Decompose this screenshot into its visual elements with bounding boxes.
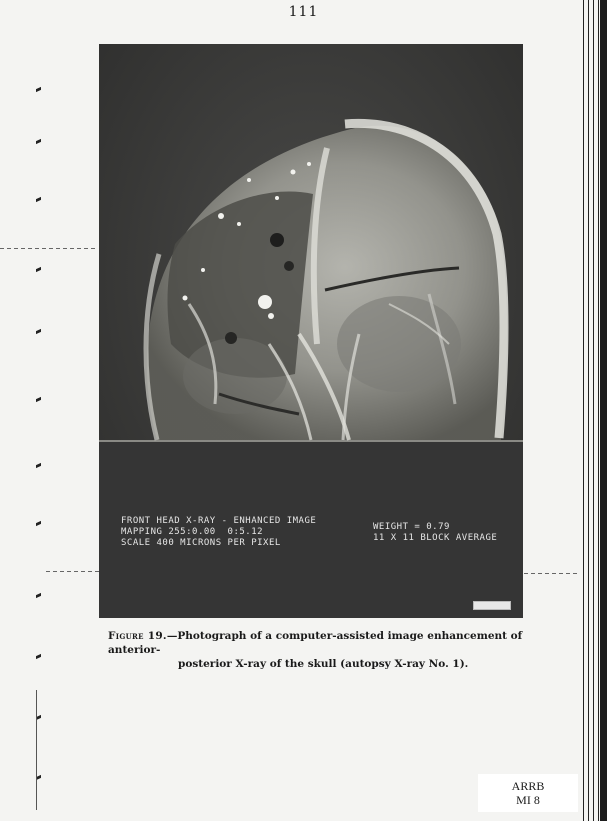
overlay-block-average: 11 X 11 BLOCK AVERAGE — [373, 533, 498, 543]
scan-edge-dark — [600, 0, 607, 821]
stamp-line-2: MI 8 — [516, 793, 540, 807]
margin-rule — [36, 690, 37, 810]
overlay-scale: SCALE 400 MICRONS PER PIXEL — [121, 538, 281, 548]
scan-artifact-line — [524, 573, 579, 574]
scale-bar — [473, 601, 511, 610]
arrb-stamp — [478, 774, 578, 812]
caption-line-1: —Photograph of a computer-assisted image enhancement of anterior- — [108, 630, 523, 656]
xray-photograph — [99, 44, 523, 618]
xray-overlay-right — [373, 522, 497, 544]
overlay-mapping: MAPPING 255:0.00 0:5.12 — [121, 527, 264, 537]
figure-label: Figure 19. — [108, 630, 167, 642]
overlay-title: FRONT HEAD X-RAY - ENHANCED IMAGE — [121, 516, 317, 526]
scan-artifact-line — [0, 248, 96, 249]
overlay-weight: WEIGHT = 0.79 — [373, 522, 450, 532]
page-number: 111 — [288, 4, 319, 20]
stamp-line-1: ARRB — [511, 779, 545, 793]
figure-caption — [108, 629, 538, 671]
scan-artifact-line — [46, 571, 106, 572]
caption-line-2: posterior X-ray of the skull (autopsy X-ray No. 1). — [178, 658, 469, 670]
